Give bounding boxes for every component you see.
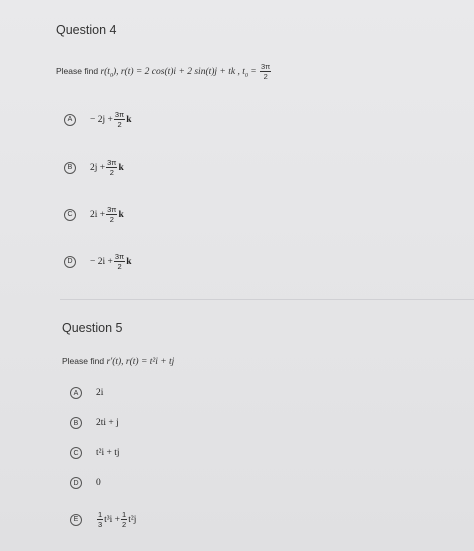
option-letter-circle: D: [70, 477, 82, 489]
option-letter-circle: B: [70, 417, 82, 429]
prompt-math-sub: 0: [244, 72, 248, 79]
option-letter-circle: A: [70, 387, 82, 399]
option-text: − 2j +: [90, 114, 113, 125]
fraction-numerator: 3π: [261, 62, 271, 71]
option-fraction: [114, 110, 125, 129]
option-text: k: [118, 209, 124, 220]
fraction-denominator: 2: [263, 72, 268, 81]
prompt-math-sub: 0: [109, 72, 113, 79]
option-text: 2i: [96, 388, 104, 398]
prompt-math: r′(t), r(t) = t²i + tj: [106, 357, 175, 367]
prompt-math-part: ), r(t) = 2 cos(t)i + 2 sin(t)j + tk , t: [112, 66, 245, 77]
prompt-math-part: r(t: [100, 66, 110, 77]
q5-option-e[interactable]: [70, 510, 136, 529]
prompt-lead: Please find: [56, 65, 99, 76]
fraction-numerator: 1: [122, 510, 127, 519]
fraction-numerator: 3π: [114, 252, 125, 261]
option-text: k: [126, 256, 132, 267]
q5-option-d[interactable]: [70, 477, 101, 489]
fraction-denominator: 2: [109, 168, 114, 177]
fraction-denominator: 2: [117, 262, 122, 271]
option-letter-circle: C: [64, 209, 76, 221]
option-fraction: [106, 158, 117, 177]
option-text: 0: [96, 478, 101, 488]
question-divider: [60, 299, 474, 300]
option-text: t²i + tj: [96, 448, 120, 458]
fraction-numerator: 1: [98, 510, 103, 519]
question-5-prompt: [62, 356, 174, 367]
option-fraction: [121, 510, 127, 529]
option-text: k: [118, 162, 124, 173]
q4-option-b[interactable]: [64, 158, 124, 177]
prompt-math-part: =: [247, 66, 257, 77]
question-4-prompt: [56, 62, 272, 81]
q5-option-b[interactable]: [70, 417, 119, 429]
prompt-lead: Please find: [62, 356, 105, 366]
q4-option-d[interactable]: [64, 252, 132, 271]
fraction-numerator: 3π: [114, 110, 125, 119]
option-letter-circle: A: [64, 114, 76, 126]
option-text: k: [126, 114, 132, 125]
fraction-denominator: 2: [122, 520, 127, 529]
option-fraction: [106, 205, 117, 224]
option-text: − 2i +: [90, 256, 113, 267]
q5-option-a[interactable]: [70, 387, 103, 399]
option-text: 2j +: [90, 162, 106, 173]
option-text: t³i +: [104, 514, 121, 525]
option-text: 2ti + j: [96, 418, 119, 428]
q4-option-a[interactable]: [64, 110, 132, 129]
option-letter-circle: C: [70, 447, 82, 459]
q4-option-c[interactable]: [64, 205, 124, 224]
option-letter-circle: D: [64, 256, 76, 268]
question-4-title: Question 4: [56, 23, 117, 37]
option-text: t²j: [128, 514, 137, 525]
option-fraction: [114, 252, 125, 271]
option-fraction: [97, 510, 103, 529]
option-letter-circle: B: [64, 162, 76, 174]
fraction-numerator: 3π: [107, 205, 117, 214]
prompt-math: [100, 67, 259, 77]
option-text: 2i +: [90, 209, 106, 220]
t0-fraction: [260, 62, 271, 81]
fraction-denominator: 2: [117, 120, 122, 129]
fraction-numerator: 3π: [107, 158, 117, 167]
fraction-denominator: 3: [98, 520, 103, 529]
question-5-title: Question 5: [62, 321, 123, 335]
option-letter-circle: E: [70, 514, 82, 526]
q5-option-c[interactable]: [70, 447, 120, 459]
fraction-denominator: 2: [109, 215, 114, 224]
